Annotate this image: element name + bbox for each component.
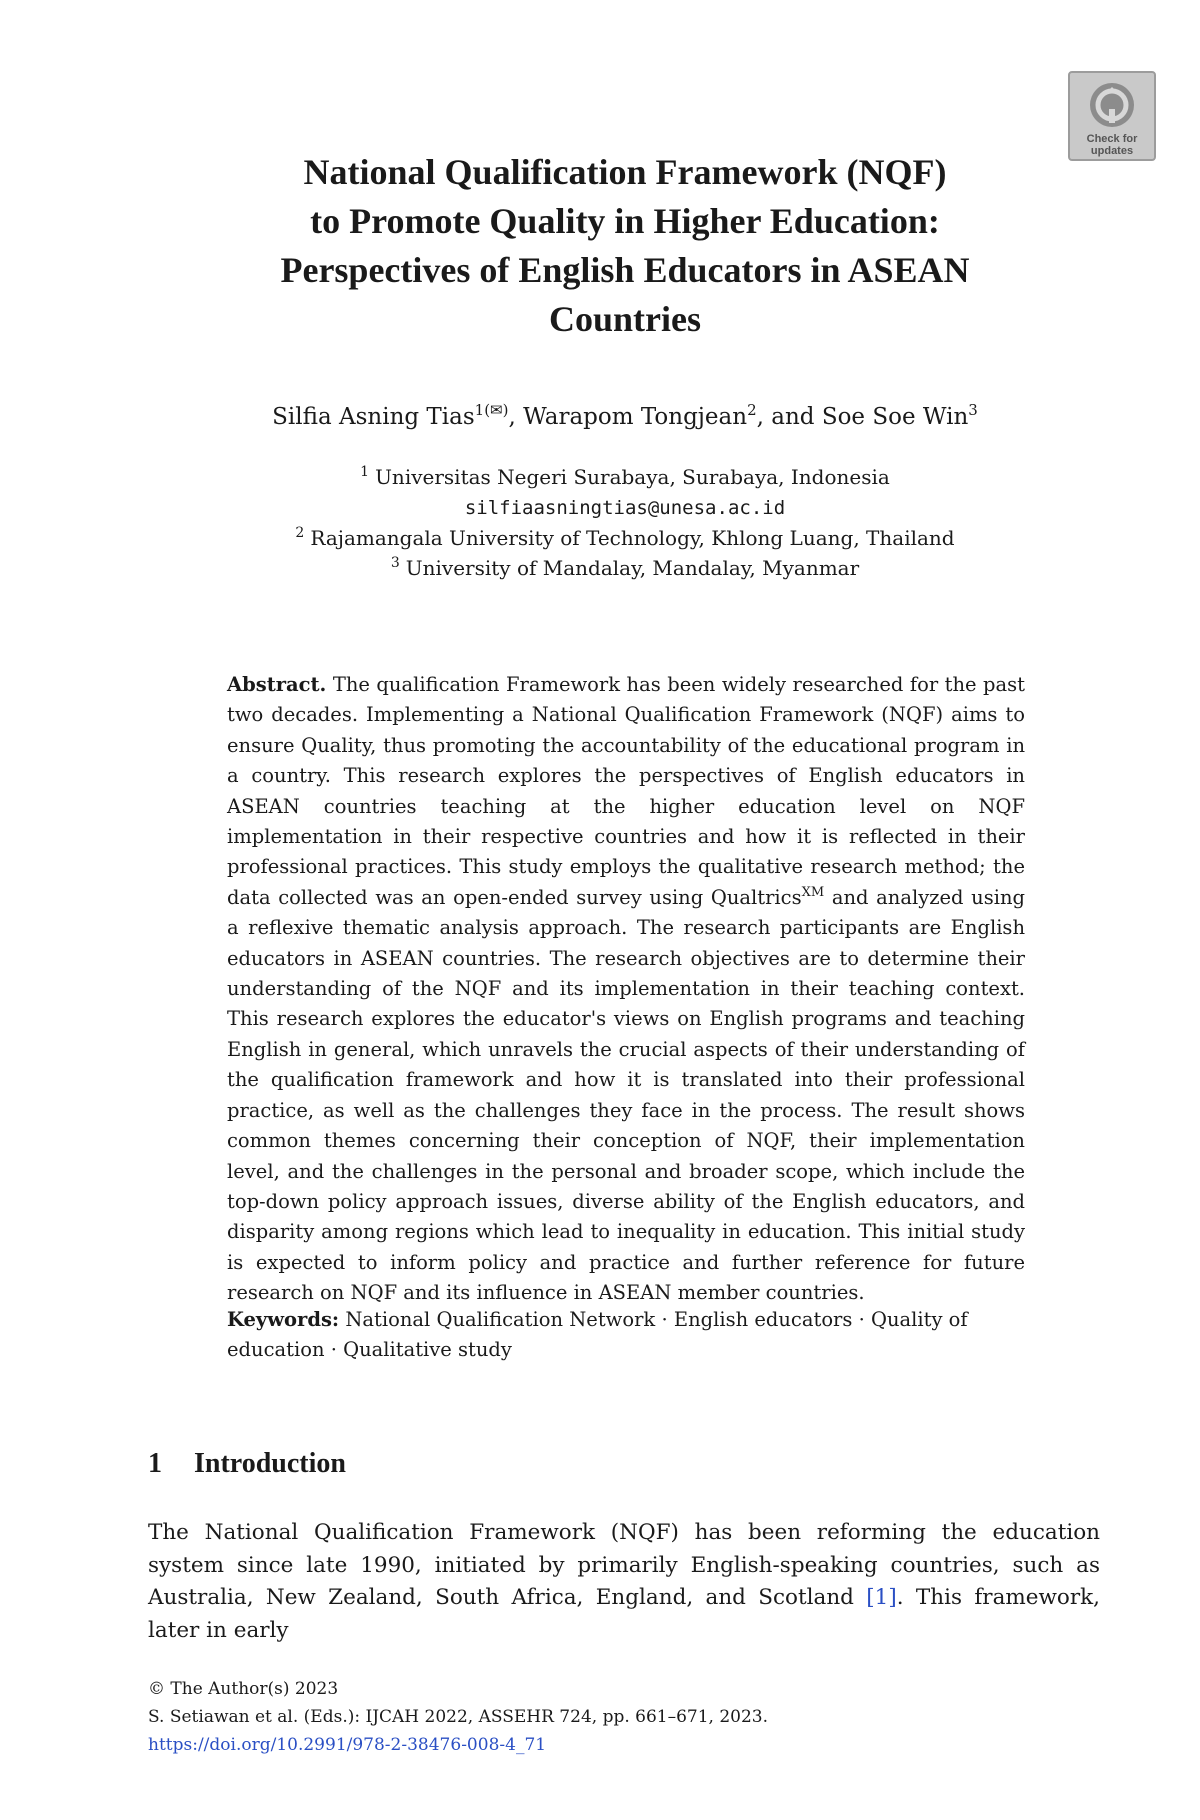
keywords: [227, 1305, 1025, 1366]
check-for-updates-badge[interactable]: [1068, 71, 1156, 161]
section-title: Introduction: [194, 1448, 346, 1479]
title-line: to Promote Quality in Higher Education:: [310, 201, 940, 241]
author-affiliation-mark: 2: [747, 401, 757, 419]
keywords-text: National Qualification Network · English educators · Quality of education · Qualitative study: [227, 1308, 968, 1362]
author-name: Silfia Asning Tias: [272, 404, 475, 430]
section-number: 1: [148, 1448, 162, 1479]
abstract: [227, 670, 1025, 1309]
author-list: [140, 402, 1110, 432]
intro-text: The National Qualification Framework (NQF) has been reforming the education system since late 1990, initiated by primarily English-speaking countries, such as Australia, New Zealand, South Africa, England, and Scotland: [148, 1520, 1100, 1610]
author-separator: , and: [756, 404, 822, 430]
author-affiliation-mark: 1(✉): [474, 401, 509, 419]
paper-title: [180, 148, 1070, 344]
abstract-label: Abstract.: [227, 673, 327, 696]
affiliation-number: 3: [390, 555, 400, 571]
title-line: National Qualification Framework (NQF): [303, 152, 947, 192]
title-line: Perspectives of English Educators in ASEAN: [280, 250, 970, 290]
section-heading: [148, 1448, 346, 1480]
check-for-updates-icon: [1086, 79, 1138, 131]
affiliation: [140, 523, 1110, 553]
badge-label: Check for updates: [1086, 133, 1138, 157]
citation-link[interactable]: [1]: [866, 1585, 897, 1610]
intro-text: . This framework, later in early: [148, 1585, 1100, 1643]
keywords-label: Keywords:: [227, 1308, 340, 1331]
abstract-text: The qualification Framework has been widely researched for the past two decades. Implementing a National Qualification Framework (NQF) aims to ensure Quality, thus promoting the accountability of the educational program in a country. This research explores the perspectives of English educators in ASEAN countries teaching at the higher education level on NQF implementation in their respective countries and how it is reflected in their professional practices. This study employs the qualitative research method; the data collected was an open-ended survey using Qualtrics: [227, 673, 1026, 909]
email-link[interactable]: silfiaasningtias@unesa.ac.id: [464, 497, 786, 519]
affiliation-list: [140, 462, 1110, 583]
intro-paragraph: [148, 1517, 1100, 1647]
author-email[interactable]: [140, 492, 1110, 523]
title-line: Countries: [549, 299, 701, 339]
author-name: Warapom Tongjean: [523, 404, 748, 430]
affiliation-number: 2: [295, 525, 305, 541]
affiliation-text: Universitas Negeri Surabaya, Surabaya, Indonesia: [375, 465, 890, 489]
affiliation-number: 1: [360, 464, 370, 480]
publication-reference: S. Setiawan et al. (Eds.): IJCAH 2022, ASSEHR 724, pp. 661–671, 2023.: [148, 1707, 769, 1727]
affiliation-text: Rajamangala University of Technology, Khlong Luang, Thailand: [310, 526, 955, 550]
abstract-text: and analyzed using a reflexive thematic analysis approach. The research participants are English educators in ASEAN countries. The research objectives are to determine their understanding of the NQF and its implementation in their teaching context. This research explores the educator's views on English programs and teaching English in general, which unravels the crucial aspects of their understanding of the qualification framework and how it is translated into their professional practice, as well as the challenges they face in the process. The result shows common themes concerning their conception of NQF, their implementation level, and the challenges in the personal and broader scope, which include the top-down policy approach issues, diverse ability of the English educators, and disparity among regions which lead to inequality in education. This initial study is expected to inform policy and practice and further reference for future research on NQF and its influence in ASEAN member countries.: [227, 885, 1025, 1305]
abstract-superscript: XM: [801, 884, 825, 900]
author-affiliation-mark: 3: [968, 401, 978, 419]
affiliation-text: University of Mandalay, Mandalay, Myanmar: [405, 556, 860, 580]
affiliation: [140, 553, 1110, 583]
copyright-notice: © The Author(s) 2023: [148, 1679, 339, 1699]
footer: [148, 1675, 768, 1759]
author-separator: ,: [508, 404, 524, 430]
affiliation: [140, 462, 1110, 492]
doi-link[interactable]: https://doi.org/10.2991/978-2-38476-008-4_71: [148, 1735, 547, 1755]
author-name: Soe Soe Win: [821, 404, 969, 430]
